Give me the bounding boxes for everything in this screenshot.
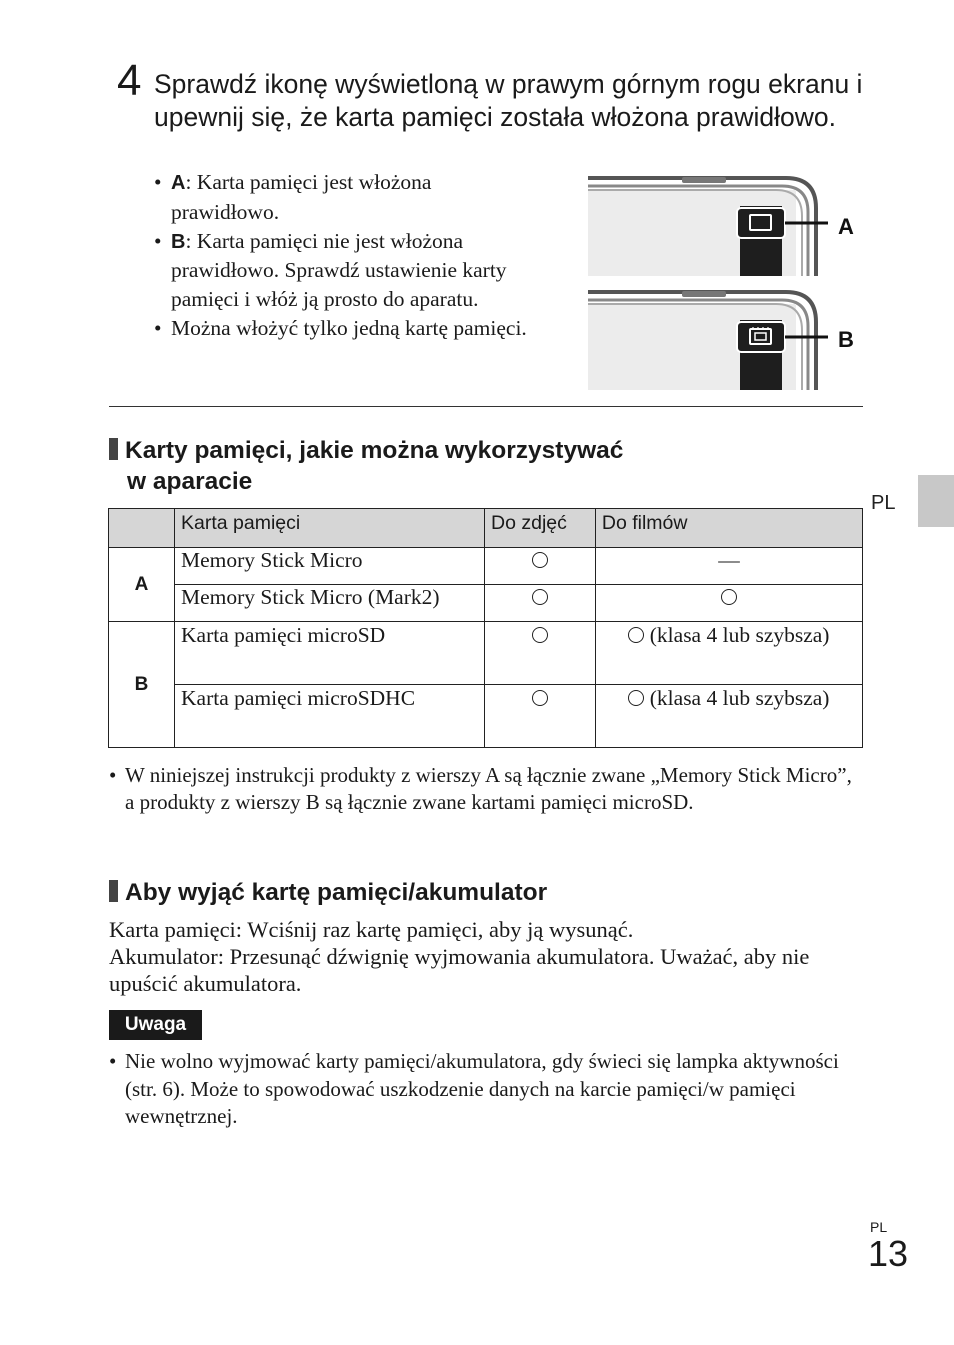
card-name: Karta pamięci microSDHC: [175, 685, 485, 748]
photos-supported: [485, 685, 596, 748]
callout-b: B: [838, 327, 854, 352]
section-marker-icon: [109, 880, 118, 902]
section-marker-icon: [109, 438, 118, 460]
page-number: 13: [868, 1233, 909, 1274]
supported-circle-icon: [532, 690, 548, 706]
supported-circle-icon: [721, 589, 737, 605]
table-header-card: Karta pamięci: [175, 509, 485, 548]
section-heading-memory-cards: [109, 435, 809, 497]
supported-circle-icon: [532, 552, 548, 568]
movies-condition: (klasa 4 lub szybsza): [644, 623, 830, 647]
screen-corner-illustration: [586, 172, 866, 394]
callout-a: A: [838, 214, 854, 239]
table-row: [109, 548, 863, 585]
bullet-a-label: A: [171, 172, 186, 194]
note-badge: Uwaga: [109, 1010, 202, 1040]
section-heading-remove-text: Aby wyjąć kartę pamięci/akumulator: [125, 879, 548, 906]
language-tab-label: PL: [871, 492, 896, 514]
remove-card-line: Karta pamięci: Wciśnij raz kartę pamięci, aby ją wysunąć.: [109, 917, 634, 942]
remove-battery-line: Akumulator: Przesunąć dźwignię wyjmowania akumulatora. Uważać, aby nie upuścić akumulatora.: [109, 944, 810, 996]
memory-card-table: [108, 508, 863, 748]
supported-circle-icon: [532, 589, 548, 605]
table-header-movies: Do filmów: [595, 509, 862, 548]
photos-supported: [485, 585, 596, 622]
bullet-one-card: [154, 314, 544, 343]
bullet-a: [154, 168, 544, 227]
bullet-a-text: : Karta pamięci jest włożona prawidłowo.: [171, 170, 432, 224]
movies-supported: [595, 685, 862, 748]
table-header-photos: Do zdjęć: [485, 509, 596, 548]
caution-note-text: • Nie wolno wyjmować karty pamięci/akumulatora, gdy świeci się lampka aktywności (str. 6). Może to spowodować uszkodzenie danych na karcie pamięci/w pamięci wewnętrznej.: [109, 1048, 859, 1131]
page-language: PL: [870, 1219, 888, 1235]
bullet-b: [154, 227, 544, 314]
movies-supported: [595, 585, 862, 622]
caution-note: [109, 1048, 859, 1131]
table-row: [109, 685, 863, 748]
table-header-row: [109, 509, 863, 548]
supported-circle-icon: [628, 690, 644, 706]
photos-supported: [485, 548, 596, 585]
remove-instructions: [109, 916, 869, 997]
language-tab-marker: [918, 475, 954, 527]
step-instruction: Sprawdź ikonę wyświetloną w prawym górnym rogu ekranu i upewnij się, że karta pamięci została włożona prawidłowo.: [154, 69, 863, 132]
movies-condition: (klasa 4 lub szybsza): [644, 686, 830, 710]
section-heading-line1: Karty pamięci, jakie można wykorzystywać: [125, 437, 624, 464]
bullet-one-card-text: Można włożyć tylko jedną kartę pamięci.: [171, 315, 527, 340]
step-bullet-list: [154, 168, 544, 343]
table-header-empty: [109, 509, 175, 548]
section-heading-remove: [109, 877, 547, 908]
screen-corner-b: [588, 291, 828, 390]
group-label-a: A: [109, 548, 175, 622]
table-row: [109, 622, 863, 685]
bullet-b-text: : Karta pamięci nie jest włożona prawidłowo. Sprawdź ustawienie karty pamięci i włóż ją prosto do aparatu.: [171, 228, 507, 312]
table-note-text: • W niniejszej instrukcji produkty z wierszy A są łącznie zwane „Memory Stick Micro”, a produkty z wierszy B są łącznie zwane kartami pamięci microSD.: [109, 762, 859, 816]
section-divider: [109, 406, 863, 407]
supported-circle-icon: [532, 627, 548, 643]
card-name: Memory Stick Micro: [175, 548, 485, 585]
card-name: Karta pamięci microSD: [175, 622, 485, 685]
screen-corner-a: [588, 177, 828, 276]
bullet-b-label: B: [171, 230, 186, 253]
movies-supported: [595, 622, 862, 685]
photos-supported: [485, 622, 596, 685]
section-heading-line2: w aparacie: [127, 468, 253, 495]
supported-circle-icon: [628, 627, 644, 643]
step-number: 4: [117, 56, 142, 105]
card-name: Memory Stick Micro (Mark2): [175, 585, 485, 622]
table-note: [109, 762, 859, 816]
movies-support: —: [595, 548, 862, 585]
table-row: [109, 585, 863, 622]
group-label-b: B: [109, 622, 175, 748]
